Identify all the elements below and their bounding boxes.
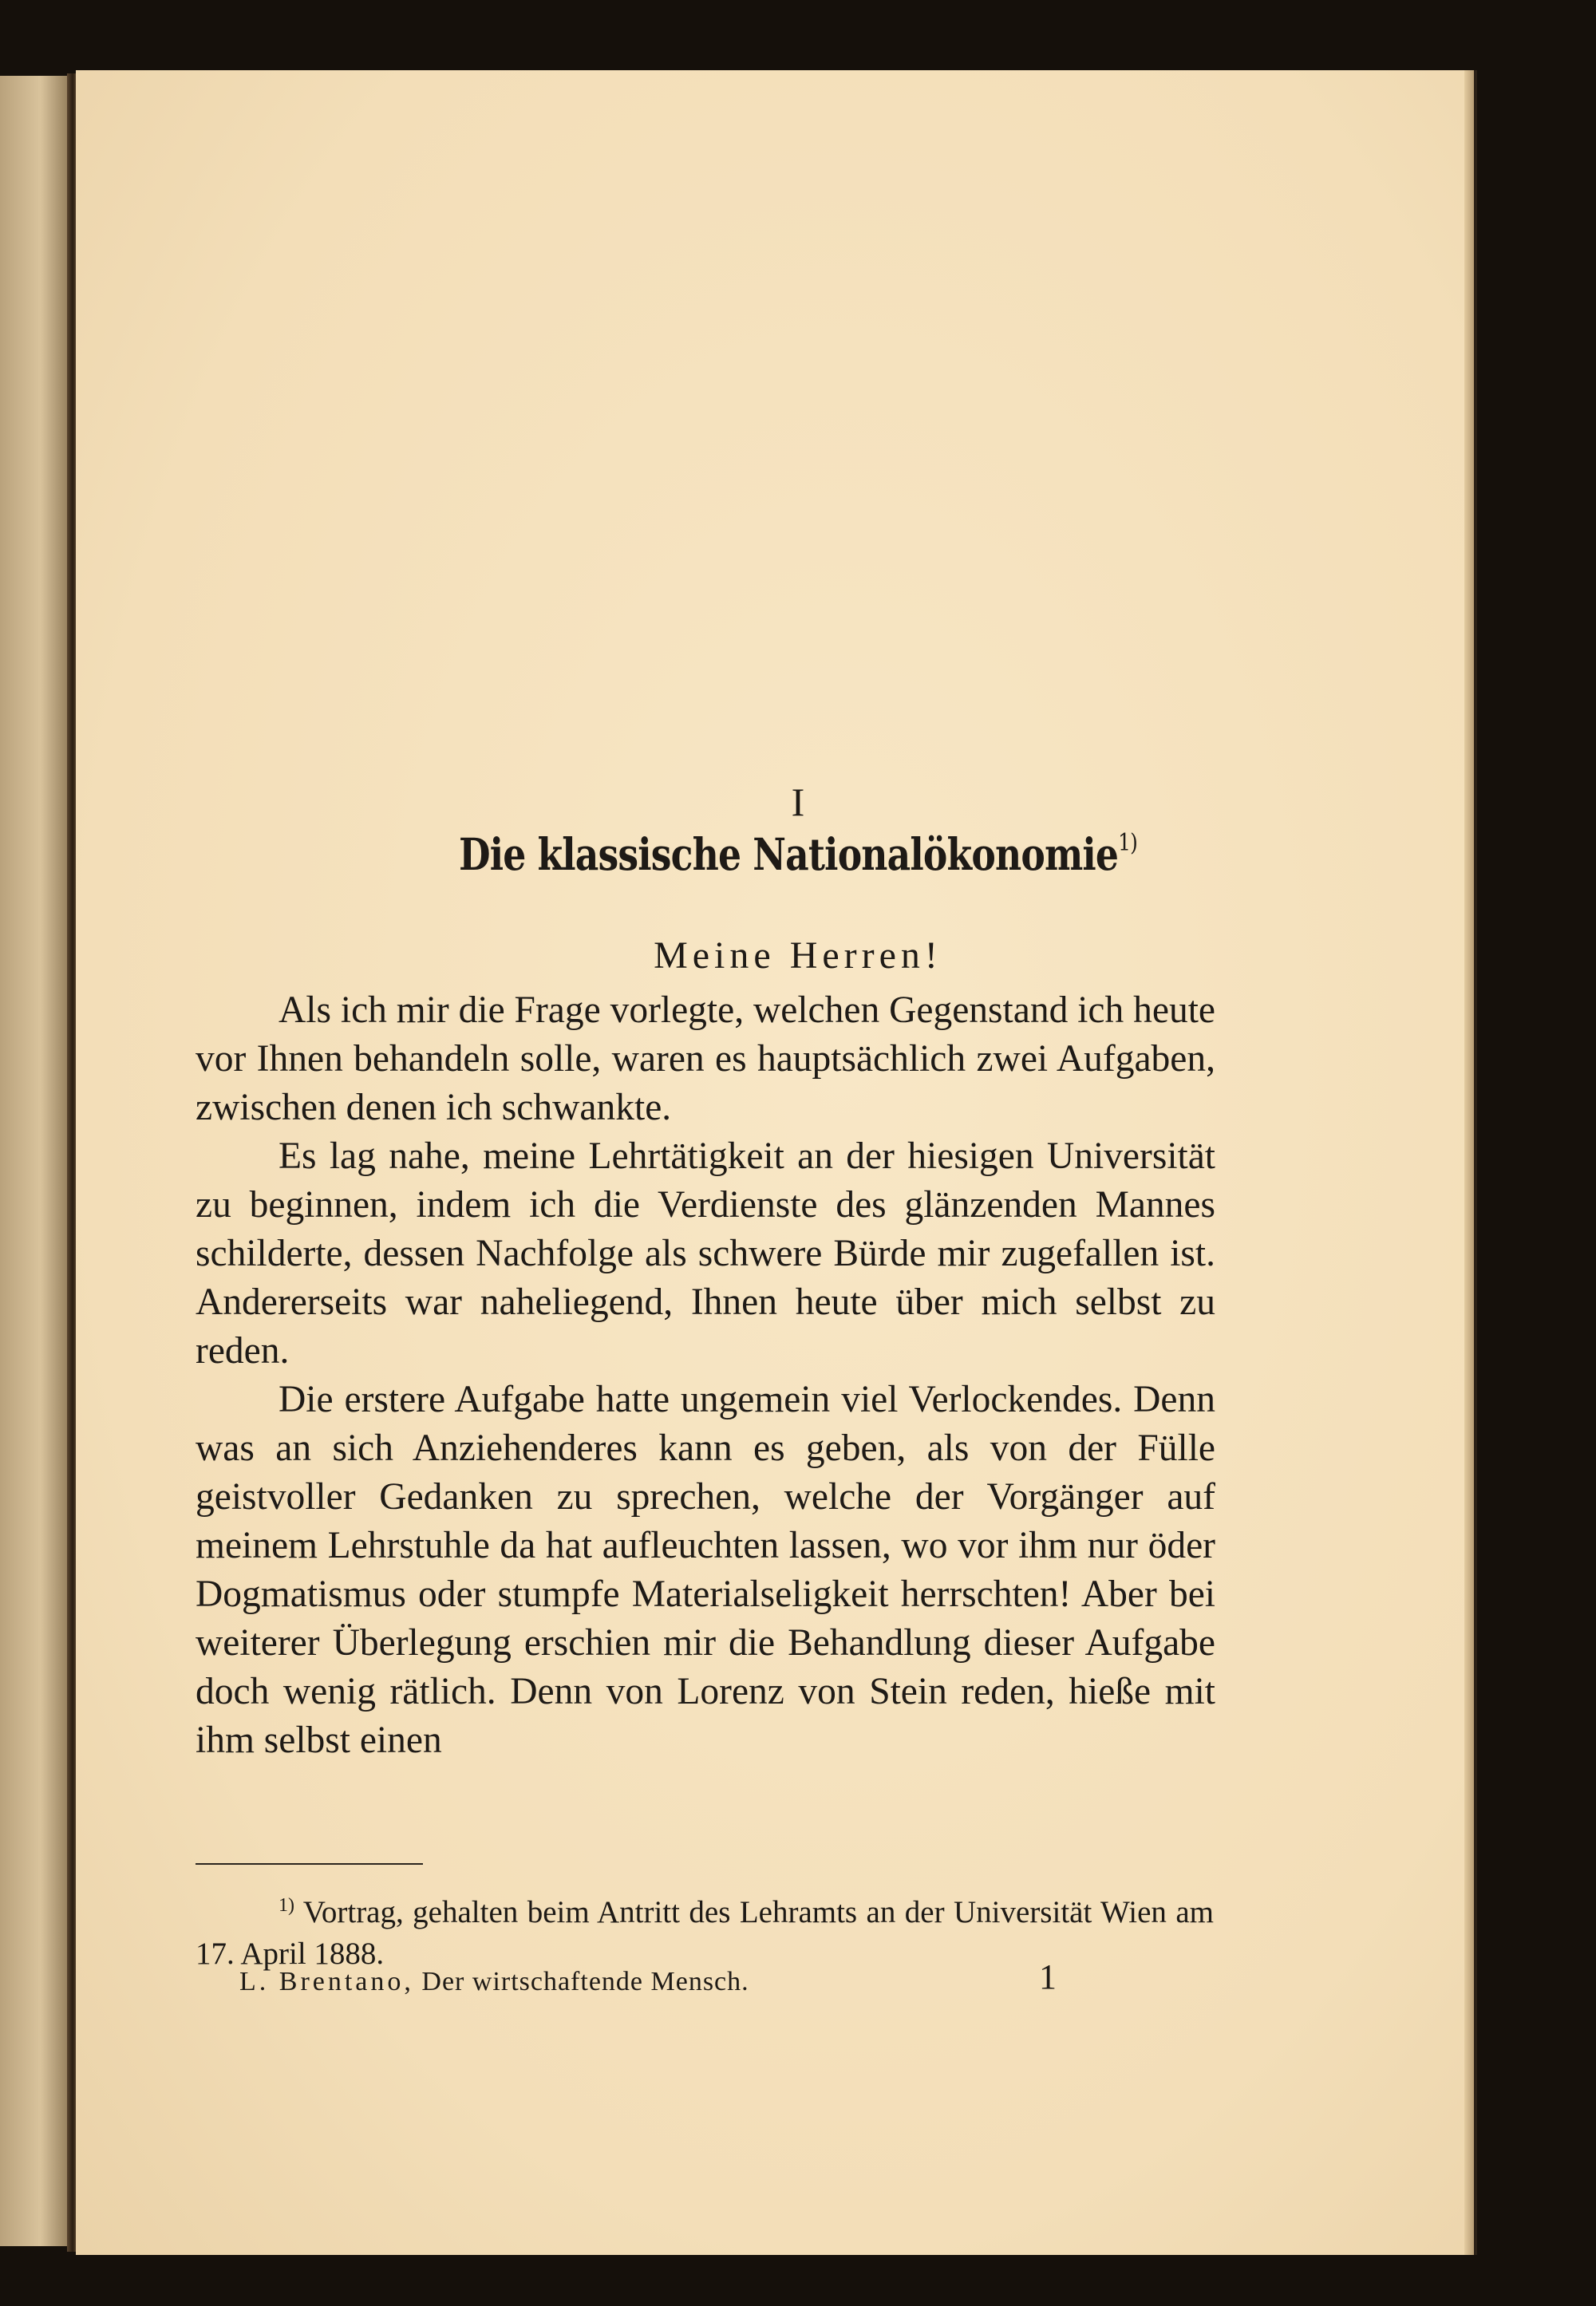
previous-page-edge: [0, 76, 73, 2246]
footnote-paragraph: [196, 1885, 1214, 1975]
signature-line: [239, 1967, 749, 1997]
chapter-title: [136, 828, 1460, 880]
footnote-divider: [196, 1863, 423, 1865]
chapter-number: I: [791, 780, 805, 824]
page-right-edge: [1464, 70, 1474, 2255]
paragraph: Die erstere Aufgabe hatte ungemein viel Verlockendes. Denn was an sich Anziehenderes kann es geben, als von der Fülle geistvoller Gedanken zu sprechen, welche der Vorgänger auf meinem Lehrstuhle da hat aufleuchten lassen, wo vor ihm nur öder Dogmatismus oder stumpfe Materialseligkeit herrschten! Aber bei weiterer Überlegung erschien mir die Behandlung dieser Aufgabe doch wenig rätlich. Denn von Lorenz von Stein reden, hieße mit ihm selbst einen: [196, 1379, 1215, 1761]
footnote-text: Vortrag, gehalten beim Antritt des Lehramts an der Universität Wien am 17. April 1888.: [196, 1895, 1214, 1971]
page-number: 1: [1039, 1957, 1057, 1996]
signature-author: L. Brentano,: [239, 1967, 414, 1996]
footnote: [196, 1885, 1214, 1975]
salutation: Meine Herren!: [654, 934, 942, 977]
chapter-footnote-mark: 1): [1118, 829, 1138, 857]
footnote-mark: 1): [279, 1895, 294, 1916]
body-text: [196, 986, 1215, 1765]
paragraph: Es lag nahe, meine Lehrtätigkeit an der hiesigen Universität zu beginnen, indem ich die Verdienste des glänzenden Mannes schilderte, dessen Nachfolge als schwere Bürde mir zugefallen ist. Andererseits war naheliegend, Ihnen heute über mich selbst zu reden.: [196, 1135, 1215, 1372]
signature-work: Der wirtschaftende Mensch.: [421, 1967, 749, 1996]
chapter-title-text: Die klassische Nationalökonomie: [458, 828, 1119, 880]
paragraph: Als ich mir die Frage vorlegte, welchen Gegenstand ich heute vor Ihnen behandeln solle, waren es hauptsächlich zwei Aufgaben, zwischen denen ich schwankte.: [196, 989, 1215, 1128]
